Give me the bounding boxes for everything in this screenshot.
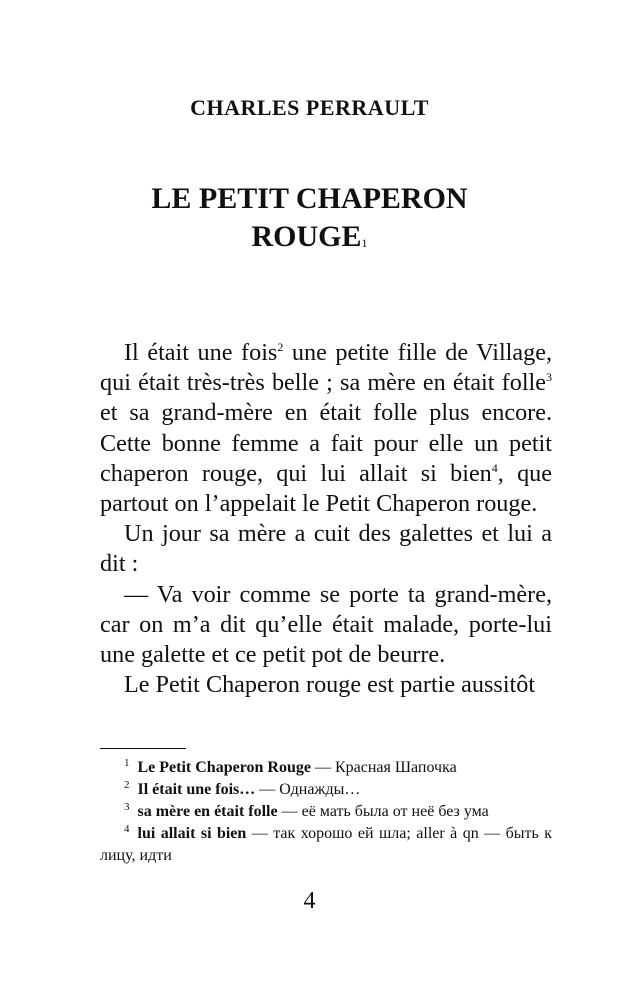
title-footnote-ref: 1 [361,236,368,250]
footnotes [100,757,552,867]
paragraph-1-part-b: une petite fille de Village, qui était très-très belle ; sa mère en était folle [100,339,552,397]
paragraph-3: — Va voir comme se porte ta grand-mère, car on m’a dit qu’elle était malade, porte-lui une galette et ce petit pot de beurre. [100,580,552,669]
footnote-term: lui allait si bien [137,825,247,842]
paragraph-2: Un jour sa mère a cuit des galettes et lui a dit : [100,520,552,578]
paragraph-1-part-a: Il était une fois [124,339,278,366]
footnote-3 [100,801,552,823]
title-line-1: LE PETIT CHAPERON [151,182,468,215]
footnote-ref-3: 3 [546,370,552,385]
footnote-number: 3 [124,800,130,813]
footnote-number: 1 [124,756,130,769]
footnote-definition: — Красная Шапочка [310,759,457,776]
footnote-term: sa mère en était folle [137,803,278,820]
footnote-2 [100,779,552,801]
footnote-1 [100,757,552,779]
footnote-4 [100,823,552,867]
title-line-2 [0,218,619,256]
footnote-number: 4 [124,822,130,835]
story-title [0,180,619,256]
page-number: 4 [303,888,316,914]
footnote-ref-4: 4 [491,460,498,475]
footnote-term: Le Petit Chaperon Rouge [137,759,311,776]
title-line-2-text: ROUGE [251,220,362,253]
paragraph-1-part-d: , que partout on l’appelait le Petit Chaperon rouge. [100,459,552,518]
footnote-term: Il était une fois… [137,781,256,798]
footnote-definition: — её мать была от неё без ума [277,803,489,820]
footnote-number: 2 [124,778,130,791]
footnote-definition: — Однажды… [255,781,361,798]
story-body [100,338,552,700]
paragraph-1-part-c: et sa grand-mère en était folle plus encore. Cette bonne femme a fait pour elle un petit chaperon rouge, qui lui allait si bien [100,399,552,487]
paragraph-4: Le Petit Chaperon rouge est partie aussitôt [124,671,536,699]
footnote-definition: — так хорошо ей шла; aller à qn — быть к лицу, идти [100,825,553,864]
footnote-ref-2: 2 [277,339,284,354]
author-heading: CHARLES PERRAULT [190,95,429,120]
paragraph-1 [100,338,552,519]
footnote-separator [100,748,186,749]
